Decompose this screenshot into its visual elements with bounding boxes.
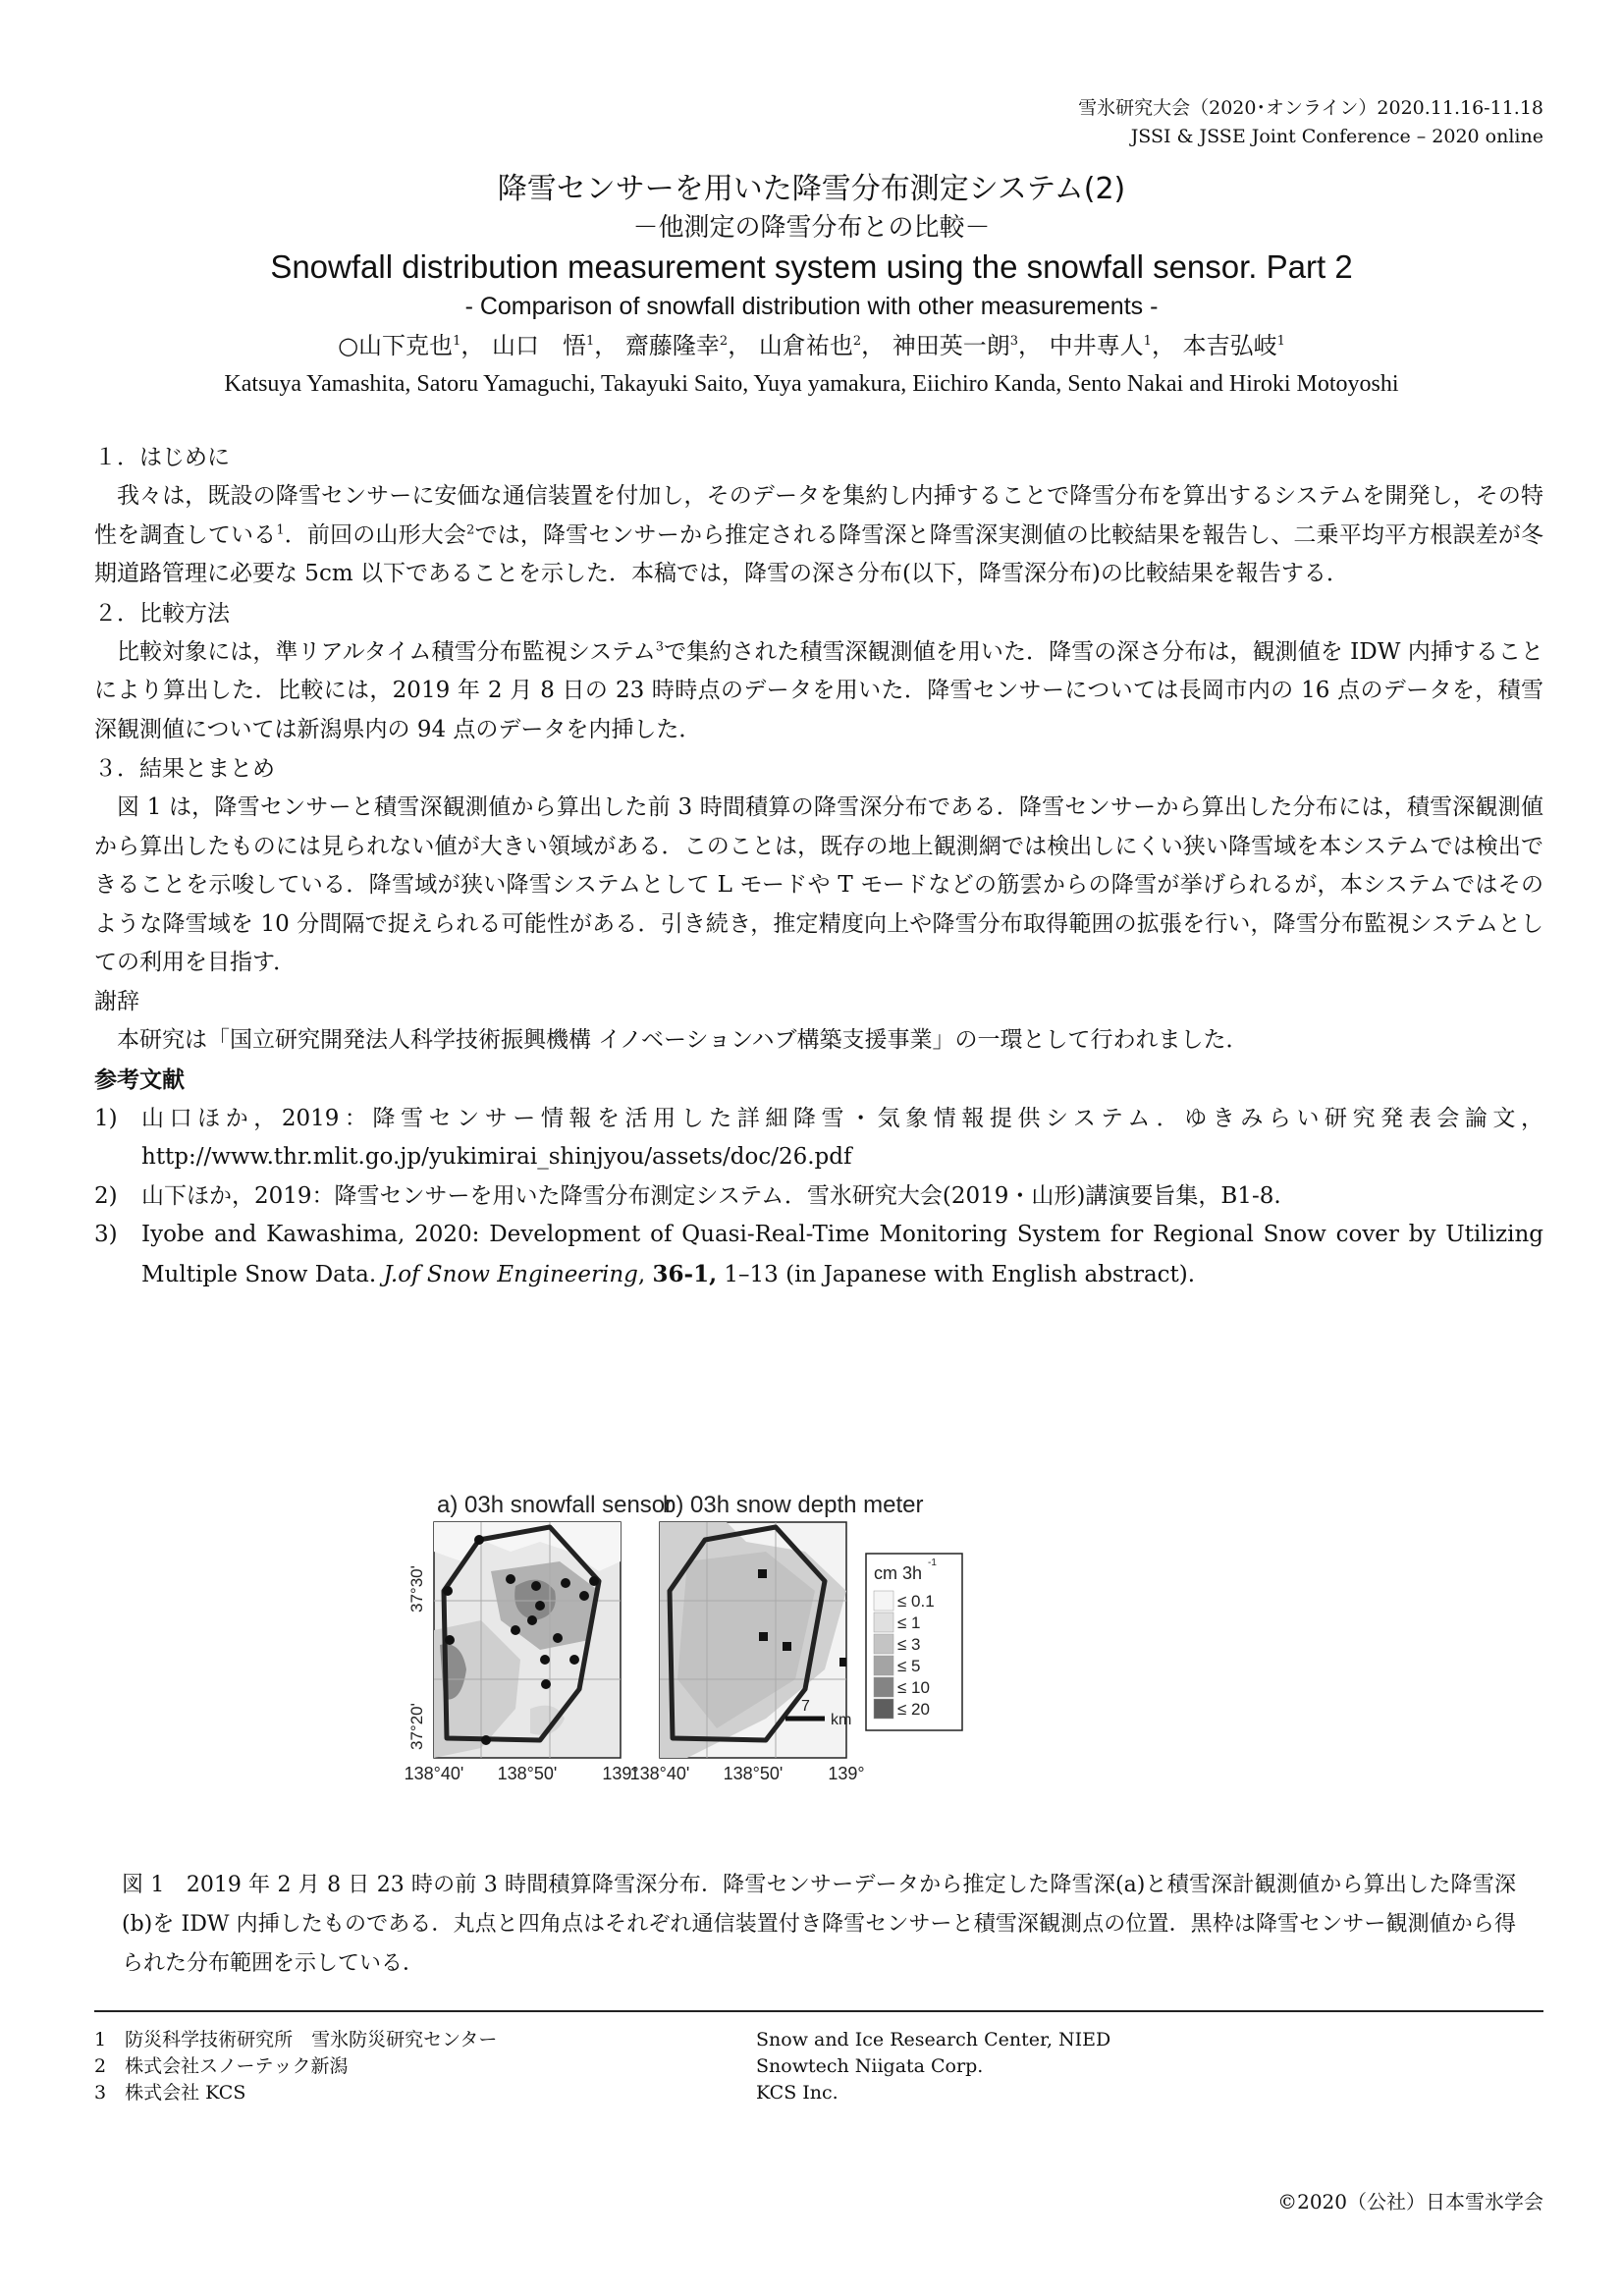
title-en: Snowfall distribution measurement system using the snowfall sensor. Part 2 (270, 248, 1353, 285)
legend-label: ≤ 10 (897, 1678, 930, 1697)
lat-tick-label: 37°30' (407, 1565, 426, 1613)
footnote-item: 2 株式会社スノーテック新潟 (94, 2055, 349, 2077)
conference-name-ja: 雪氷研究大会（2020･オンライン）2020.11.16-11.18 (1078, 97, 1543, 119)
acknowledgement-paragraph: 本研究は「国立研究開発法人科学技術振興機構 イノベーションハブ構築支援事業」の一環として行われました． (117, 1027, 1249, 1053)
reference-list (94, 1100, 1543, 1295)
section-2-heading: ２．比較方法 (94, 600, 230, 627)
lon-tick-label: 138°40' (629, 1764, 690, 1783)
panel-a-map (405, 1492, 673, 1783)
figure-1 (393, 1483, 1178, 1876)
author-2: 山口 悟$^1$， (491, 332, 619, 359)
legend-label: ≤ 5 (897, 1657, 921, 1675)
lon-tick-label: 139° (828, 1764, 865, 1783)
reference-item: 3) Iyobe and Kawashima, 2020: Development of Quasi-Real-Time Monitoring System for Regional Snow cover by Utilizing Multiple Snow Data. J.of Snow Engineering, 36-1, 1–13 (in Japanese with English abstract). (94, 1222, 1543, 1287)
lon-tick-label: 139° (602, 1764, 639, 1783)
author-3: 齋藤隆幸$^2$， (624, 332, 752, 359)
section-3-heading: ３．結果とまとめ (94, 756, 275, 782)
legend-title: cm 3h (874, 1563, 923, 1583)
footnotes-en (756, 2027, 1110, 2106)
conference-header (1078, 94, 1543, 151)
legend-swatch (874, 1656, 893, 1675)
legend-swatch (874, 1677, 893, 1697)
author-5: 神田英一朗$^3$， (892, 332, 1043, 359)
references-heading: 参考文献 (94, 1066, 185, 1093)
lon-tick-label: 138°50' (723, 1764, 784, 1783)
legend-swatch (874, 1634, 893, 1654)
legend-swatch (874, 1699, 893, 1719)
author-1: ○山下克也$^1$， (338, 332, 485, 359)
reference-item: 2) 山下ほか，2019：降雪センサーを用いた降雪分布測定システム．雪氷研究大会(2019・山形)講演要旨集，B1-8. (94, 1182, 1281, 1209)
footnote-item: 1 防災科学技術研究所 雪氷防災研究センター (94, 2029, 498, 2050)
section-3-paragraph: 図 1 は，降雪センサーと積雪深観測値から算出した前 3 時間積算の降雪深分布である．降雪センサーから算出した分布には，積雪深観測値から算出したものには見られない値が大きい領域がある．このことは，既存の地上観測網では検出しにくい狭い降雪域を本システムでは検出できることを示唆している．降雪域が狭い降雪システムとして L モードや T モードなどの筋雲からの降雪が挙げられるが，本システムではそのような降雪域を 10 分間隔で捉えられる可能性がある．引き続き，推定精度向上や降雪分布取得範囲の拡張を行い，降雪分布監視システムとしての利用を目指す． (94, 794, 1543, 975)
reference-item: 1) 山口ほか，2019：降雪センサー情報を活用した詳細降雪・気象情報提供システム．ゆきみらい研究発表会論文，http://www.thr.mlit.go.jp/yukimirai_shinjyou/assets/doc/26.pdf (94, 1105, 1543, 1170)
conference-name-en: JSSI & JSSE Joint Conference – 2020 online (1130, 126, 1543, 147)
lon-tick-label: 138°50' (497, 1764, 558, 1783)
legend-label: ≤ 20 (897, 1700, 930, 1719)
footnote-item: KCS Inc. (756, 2082, 839, 2104)
footnote-item: Snowtech Niigata Corp. (756, 2055, 984, 2077)
authors-ja (0, 326, 1623, 365)
footnote-item: 3 株式会社 KCS (94, 2082, 246, 2104)
authors-en: Katsuya Yamashita, Satoru Yamaguchi, Takayuki Saito, Yuya yamakura, Eiichiro Kanda, Sento Nakai and Hiroki Motoyoshi (224, 371, 1399, 397)
main-body (94, 438, 1543, 1294)
section-1-paragraph: 我々は，既設の降雪センサーに安価な通信装置を付加し，そのデータを集約し内挿することで降雪分布を算出するシステムを開発し，その特性を調査している$^1$．前回の山形大会$^2$では，降雪センサーから推定される降雪深と降雪深実測値の比較結果を報告し、二乗平均平方根誤差が冬期道路管理に必要な 5cm 以下であることを示した．本稿では，降雪の深さ分布(以下，降雪深分布)の比較結果を報告する． (94, 483, 1544, 586)
figure-caption: 図 1 2019 年 2 月 8 日 23 時の前 3 時間積算降雪深分布．降雪センサーデータから推定した降雪深(a)と積雪深計観測値から算出した降雪深(b)を IDW 内挿したものである．丸点と四角点はそれぞれ通信装置付き降雪センサーと積雪深観測点の位置．黒枠は降雪センサー観測値から得られた分布範囲を示している． (122, 1873, 1516, 1976)
title-block (0, 169, 1623, 403)
author-6: 中井専人$^1$， (1049, 332, 1175, 359)
panel-b-title: b) 03h snow depth meter (663, 1492, 924, 1518)
lon-tick-label: 138°40' (404, 1764, 464, 1783)
legend-swatch (874, 1591, 893, 1611)
footnote-item: Snow and Ice Research Center, NIED (756, 2029, 1111, 2050)
scale-bar-unit: km (831, 1712, 852, 1728)
author-7: 本吉弘岐$^1$ (1182, 332, 1285, 359)
subtitle-ja: －他測定の降雪分布との比較－ (632, 213, 991, 243)
title-ja: 降雪センサーを用いた降雪分布測定システム(2) (497, 172, 1126, 206)
footnote-divider (94, 2010, 1543, 2012)
legend-swatch (874, 1613, 893, 1632)
legend (866, 1554, 962, 1730)
acknowledgement-heading: 謝辞 (94, 988, 139, 1014)
lat-tick-label: 37°20' (407, 1703, 426, 1750)
copyright: ©2020（公社）日本雪氷学会 (1277, 2190, 1543, 2214)
subtitle-en: - Comparison of snowfall distribution with other measurements - (464, 293, 1159, 320)
panel-a-title: a) 03h snowfall sensor (437, 1492, 674, 1518)
section-2-paragraph: 比較対象には，準リアルタイム積雪分布監視システム$^3$で集約された積雪深観測値を用いた．降雪の深さ分布は，観測値を IDW 内挿することにより算出した．比較には，2019 年 2 月 8 日の 23 時時点のデータを用いた．降雪センサーについては長岡市内の 16 点のデータを，積雪深観測値については新潟県内の 94 点のデータを内挿した． (94, 638, 1543, 742)
legend-label: ≤ 3 (897, 1635, 921, 1654)
legend-label: ≤ 1 (897, 1613, 921, 1632)
author-4: 山倉祐也$^2$， (758, 332, 886, 359)
legend-label: ≤ 0.1 (897, 1592, 935, 1611)
scale-bar-value: 7 (801, 1698, 810, 1715)
footnotes-ja (94, 2027, 497, 2106)
section-1-heading: １．はじめに (94, 445, 230, 470)
legend-title-exponent: -1 (928, 1558, 937, 1568)
